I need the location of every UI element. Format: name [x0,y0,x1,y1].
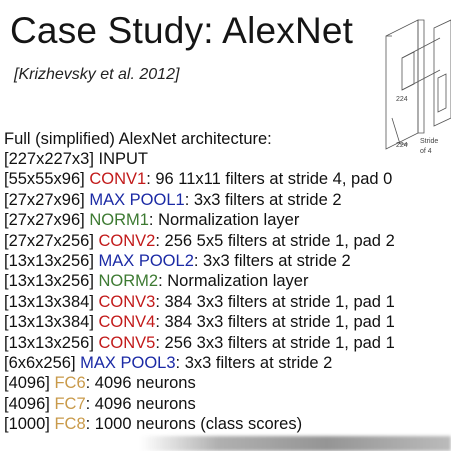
layer-desc: : 1000 neurons (class scores) [85,415,303,434]
layer-shape: [13x13x256] [4,333,94,352]
layer-name-conv: CONV5 [98,333,156,352]
layer-shape: [227x227x3] [4,150,94,168]
layer-shape: [4096] [4,394,50,413]
layer-name-pool: MAX POOL1 [89,190,185,209]
citation: [Krizhevsky et al. 2012] [14,66,180,83]
layer-name-fc: FC7 [54,394,86,413]
layer-row [4,373,395,393]
layer-desc: : 96 11x11 filters at stride 4, pad 0 [146,170,393,189]
layer-name-conv: CONV3 [98,292,156,311]
layer-name-norm: NORM1 [89,211,149,230]
video-overlay-blur [140,436,451,451]
layer-name-pool: MAX POOL2 [98,251,194,270]
layer-desc: : Normalization layer [148,211,300,230]
layer-row [4,271,395,291]
layer-desc: : 384 3x3 filters at stride 1, pad 1 [155,313,395,332]
layer-shape: [27x27x96] [4,211,85,230]
layer-row [4,394,395,414]
layer-desc: : 3x3 filters at stride 2 [184,190,342,209]
architecture-thumbnail [378,18,451,168]
thumbnail-label-224-a: 224 [396,96,408,103]
layer-name-conv: CONV4 [98,313,156,332]
layer-desc: : 256 3x3 filters at stride 1, pad 1 [155,333,395,352]
layer-desc: : 4096 neurons [85,394,196,413]
thumbnail-label-of-4: of 4 [420,148,432,155]
layer-shape: [13x13x256] [4,251,94,270]
layer-desc: : 4096 neurons [85,374,196,393]
layer-row [4,169,395,189]
layer-shape: [27x27x256] [4,231,94,250]
layer-row [4,149,395,169]
layer-desc: INPUT [93,150,148,168]
layer-row [4,251,395,271]
layer-desc: : 256 5x5 filters at stride 1, pad 2 [155,231,395,250]
layer-desc: : 3x3 filters at stride 2 [175,353,333,372]
layer-shape: [13x13x384] [4,313,94,332]
layer-name-fc: FC8 [54,415,86,434]
layer-row [4,231,395,251]
layer-row [4,292,395,312]
layer-name-pool: MAX POOL3 [80,353,176,372]
architecture-intro: Full (simplified) AlexNet architecture: [4,130,272,148]
layer-shape: [13x13x256] [4,272,94,291]
layer-row [4,312,395,332]
thumbnail-label-224-b: 224 [396,142,408,149]
layer-desc: : Normalization layer [158,272,309,291]
layer-name-norm: NORM2 [98,272,159,291]
layer-name-fc: FC6 [54,374,86,393]
layer-shape: [4096] [4,374,50,393]
layer-shape: [6x6x256] [4,353,76,372]
layer-desc: : 384 3x3 filters at stride 1, pad 1 [155,292,395,311]
layer-name-conv: CONV2 [98,231,156,250]
thumbnail-label-stride: Stride [420,138,439,145]
layer-row [4,210,395,230]
layer-row [4,333,395,353]
layer-desc: : 3x3 filters at stride 2 [193,251,351,270]
layer-shape: [1000] [4,415,50,434]
layer-row [4,190,395,210]
slide-title: Case Study: AlexNet [10,10,354,51]
layer-row [4,353,395,373]
layer-row [4,414,395,434]
layer-shape: [13x13x384] [4,292,94,311]
layer-name-conv: CONV1 [89,170,147,189]
layer-shape: [55x55x96] [4,170,85,189]
layer-shape: [27x27x96] [4,190,85,209]
layer-list [4,149,395,434]
